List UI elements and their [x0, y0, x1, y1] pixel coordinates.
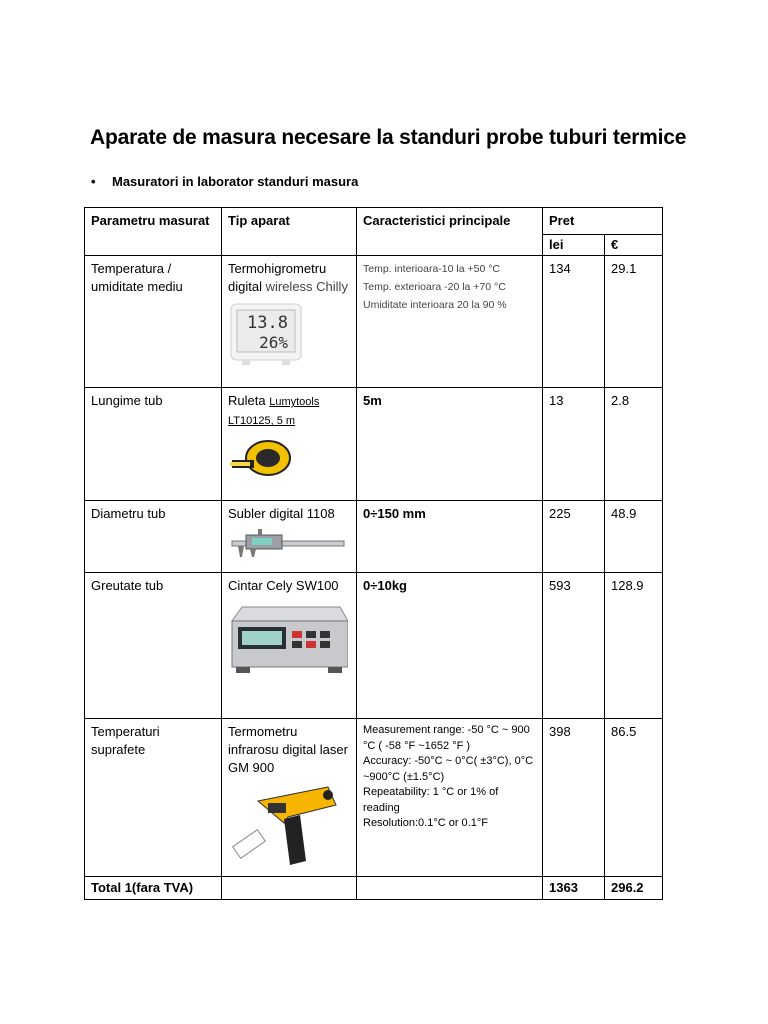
type-cell [222, 573, 357, 719]
specs-cell [357, 256, 543, 388]
param-cell: Temperaturi suprafete [85, 719, 222, 877]
total-label: Total 1(fara TVA) [85, 877, 222, 900]
price-lei: 398 [543, 719, 605, 877]
display-top-text: 13.8 [247, 313, 288, 333]
table-row [85, 719, 663, 877]
page-title: Aparate de masura necesare la standuri probe tuburi termice [90, 126, 687, 149]
table-row [85, 573, 663, 719]
param-cell: Temperatura / umiditate mediu [85, 256, 222, 388]
table-row [85, 256, 663, 388]
type-extra: wireless Chilly [265, 279, 348, 294]
type-main: Ruleta [228, 393, 266, 408]
digital-caliper-image [228, 529, 348, 559]
table-row [85, 501, 663, 573]
price-eur: 128.9 [605, 573, 663, 719]
specs-cell [357, 719, 543, 877]
bullet-dot: • [91, 174, 96, 189]
display-bottom-text: 26% [259, 333, 288, 352]
bullet-item [91, 174, 359, 189]
type-cell [222, 388, 357, 501]
spec-line: 0÷10kg [363, 578, 407, 593]
header-price: Pret [543, 208, 663, 235]
spec-line: 0÷150 mm [363, 506, 426, 521]
spec-line: Umiditate interioara 20 la 90 % [363, 299, 507, 311]
price-lei: 593 [543, 573, 605, 719]
spec-line: Repeatability: 1 °C or 1% of reading [363, 786, 499, 814]
type-main: Termohigrometru digital [228, 261, 327, 294]
type-main: Subler digital 1108 [228, 506, 335, 521]
header-row [85, 208, 663, 235]
spec-line: Temp. exterioara -20 la +70 °C [363, 281, 506, 293]
bullet-text: Masuratori in laborator standuri masura [112, 174, 359, 189]
header-type: Tip aparat [222, 208, 357, 256]
price-eur: 2.8 [605, 388, 663, 501]
header-specs: Caracteristici principale [357, 208, 543, 256]
header-eur: € [605, 235, 663, 256]
price-eur: 48.9 [605, 501, 663, 573]
spec-line: 5m [363, 393, 382, 408]
price-eur: 86.5 [605, 719, 663, 877]
param-cell: Diametru tub [85, 501, 222, 573]
type-main: Termometru infrarosu digital laser GM 900 [228, 724, 348, 775]
tape-measure-image [228, 436, 304, 482]
thermohygrometer-image [228, 302, 304, 366]
spec-line: Resolution:0.1°C or 0.1°F [363, 817, 488, 829]
price-eur: 29.1 [605, 256, 663, 388]
type-cell [222, 719, 357, 877]
type-main: Cintar Cely SW100 [228, 578, 339, 593]
price-lei: 13 [543, 388, 605, 501]
total-lei: 1363 [543, 877, 605, 900]
type-extra-link[interactable]: Lumytools LT10125, 5 m [228, 396, 320, 427]
param-cell: Greutate tub [85, 573, 222, 719]
type-cell [222, 501, 357, 573]
total-empty-cell [357, 877, 543, 900]
header-param: Parametru masurat [85, 208, 222, 256]
total-eur: 296.2 [605, 877, 663, 900]
price-lei: 225 [543, 501, 605, 573]
digital-scale-image [228, 601, 348, 679]
price-lei: 134 [543, 256, 605, 388]
spec-line: Temp. interioara-10 la +50 °C [363, 263, 500, 275]
specs-cell [357, 388, 543, 501]
infrared-thermometer-image [228, 783, 348, 869]
spec-line: Measurement range: -50 °C ~ 900 °C ( -58 °F ~1652 °F ) [363, 724, 530, 752]
specs-cell [357, 573, 543, 719]
header-lei: lei [543, 235, 605, 256]
equipment-table [84, 207, 663, 900]
total-row [85, 877, 663, 900]
type-cell [222, 256, 357, 388]
total-empty-cell [222, 877, 357, 900]
spec-line: Accuracy: -50°C ~ 0°C( ±3°C), 0°C ~900°C (±1.5°C) [363, 755, 534, 783]
table-row [85, 388, 663, 501]
param-cell: Lungime tub [85, 388, 222, 501]
specs-cell [357, 501, 543, 573]
